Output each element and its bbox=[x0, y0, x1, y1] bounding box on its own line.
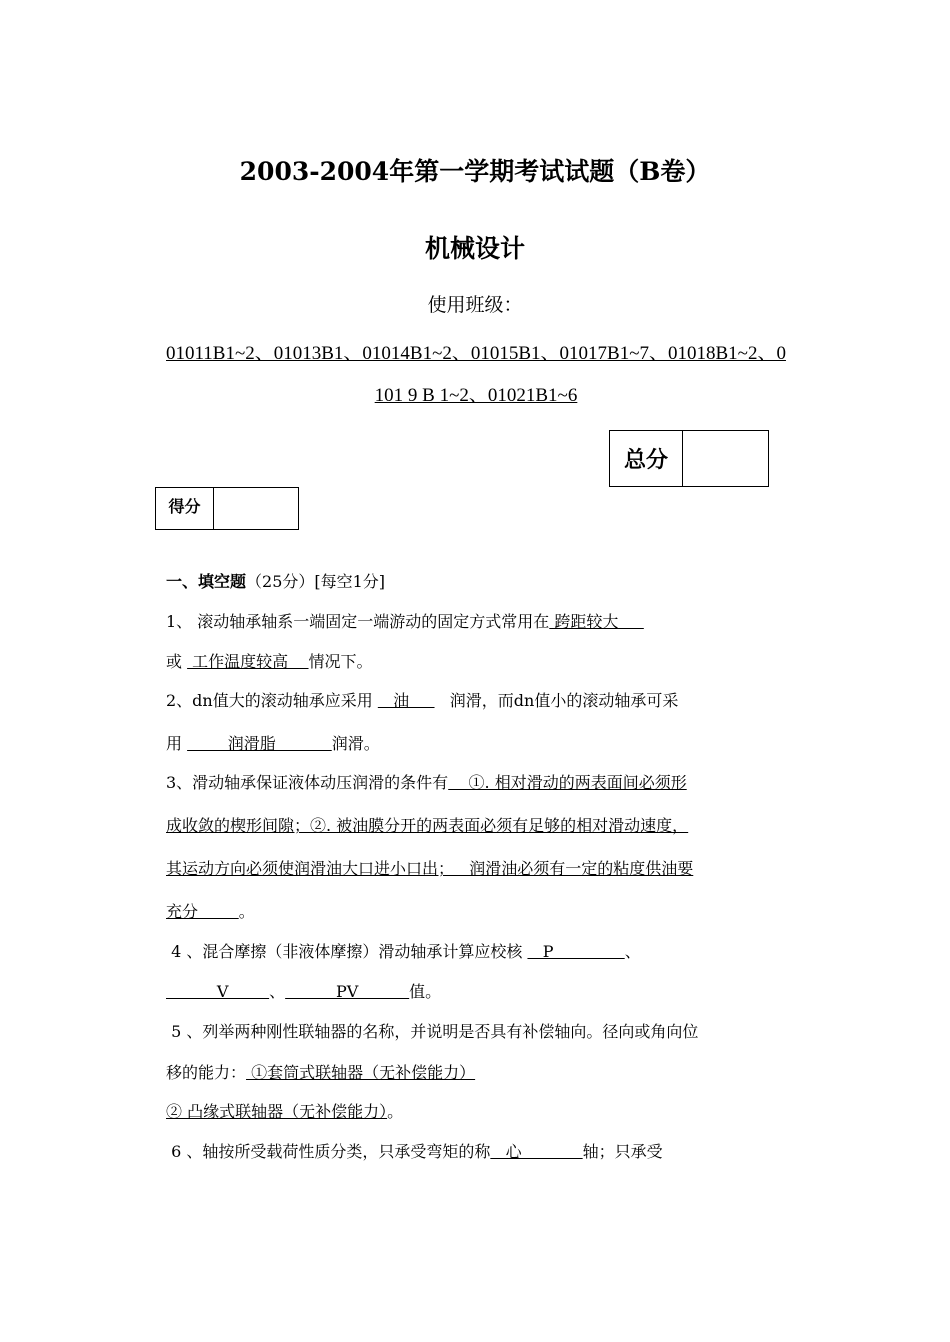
total-score-cell bbox=[683, 431, 768, 486]
q6-suffix: 轴；只承受 bbox=[582, 1142, 663, 1161]
q3-line2 bbox=[166, 815, 688, 837]
q1-line1 bbox=[166, 611, 644, 633]
page-title: 2003-2004年第一学期考试试题（B卷） bbox=[239, 157, 711, 186]
q3-answer-part1: ①. 相对滑动的两表面间必须形 bbox=[448, 773, 687, 792]
q2-line2-prefix: 用 bbox=[166, 734, 188, 753]
q4-sep2: 、 bbox=[269, 982, 286, 1001]
course-title: 机械设计 bbox=[424, 234, 525, 263]
q1-suffix: 情况下。 bbox=[308, 652, 373, 671]
q1-answer1: 跨距较大 bbox=[549, 612, 644, 631]
q3-line3 bbox=[166, 858, 693, 880]
q5-answer2: ② 凸缘式联轴器（无补偿能力） bbox=[166, 1102, 388, 1121]
q3-answer-part2: 成收敛的楔形间隙；②. 被油膜分开的两表面必须有足够的相对滑动速度， bbox=[166, 816, 689, 835]
q2-prefix: 2、dn值大的滚动轴承应采用 bbox=[166, 691, 378, 710]
q5-text: 5 、列举两种刚性联轴器的名称，并说明是否具有补偿轴向。径向或角向位 bbox=[166, 1022, 699, 1041]
q5-answer1: ①套筒式联轴器（无补偿能力） bbox=[246, 1063, 476, 1082]
q4-sep1: 、 bbox=[624, 942, 641, 961]
q5-line1 bbox=[166, 1021, 698, 1043]
q1-prefix: 1、 滚动轴承轴系一端固定一端游动的固定方式常用在 bbox=[166, 612, 550, 631]
q1-line2-prefix: 或 bbox=[166, 652, 188, 671]
total-score-label: 总分 bbox=[610, 431, 683, 486]
q2-answer1: 油 bbox=[377, 691, 435, 710]
q4-prefix: 4 、混合摩擦（非液体摩擦）滑动轴承计算应校核 bbox=[166, 942, 528, 961]
classes-label: 使用班级： bbox=[427, 294, 523, 316]
q5-suffix: 。 bbox=[387, 1102, 404, 1121]
section1-heading-text: 一、填空题 bbox=[166, 572, 247, 591]
q4-line2 bbox=[166, 981, 441, 1003]
q6-answer1: 心 bbox=[490, 1142, 583, 1161]
q4-answer1: P bbox=[527, 942, 625, 961]
q3-answer-part3: 其运动方向必须使润滑油大口进小口出； 润滑油必须有一定的粘度供油要 bbox=[166, 859, 694, 878]
q2-suffix: 润滑。 bbox=[331, 734, 380, 753]
q4-answer2: V bbox=[166, 982, 270, 1001]
q3-line1 bbox=[166, 772, 687, 794]
total-score-box bbox=[609, 430, 769, 487]
q1-line2 bbox=[166, 651, 373, 673]
q3-answer-part4: 充分 bbox=[166, 902, 239, 921]
q6-prefix: 6 、轴按所受载荷性质分类，只承受弯矩的称 bbox=[166, 1142, 491, 1161]
section-score-label: 得分 bbox=[156, 488, 214, 529]
section1-points: （25分）[每空1分] bbox=[246, 572, 386, 591]
q4-answer3: PV bbox=[285, 982, 410, 1001]
classes-list: 01011B1~2、01013B1、01014B1~2、01015B1、01017B1~7、01018B1~2、0101 9 B 1~2、01021B1~6 bbox=[166, 343, 786, 406]
q3-suffix: 。 bbox=[238, 902, 255, 921]
q2-line1 bbox=[166, 690, 678, 712]
q6-line1 bbox=[166, 1141, 663, 1163]
q5-line2-prefix: 移的能力： bbox=[166, 1063, 247, 1082]
q2-middle: 润滑，而dn值小的滚动轴承可采 bbox=[434, 691, 679, 710]
q5-line3 bbox=[166, 1101, 403, 1123]
q3-prefix: 3、滑动轴承保证液体动压润滑的条件有 bbox=[166, 773, 449, 792]
section1-heading bbox=[166, 571, 385, 593]
q4-suffix: 值。 bbox=[409, 982, 442, 1001]
section-score-cell bbox=[214, 488, 298, 529]
q2-line2 bbox=[166, 733, 380, 755]
section-score-box bbox=[155, 487, 299, 530]
q3-line4 bbox=[166, 901, 255, 923]
q1-answer2: 工作温度较高 bbox=[187, 652, 309, 671]
q4-line1 bbox=[166, 941, 641, 963]
q2-answer2: 润滑脂 bbox=[187, 734, 332, 753]
q5-line2 bbox=[166, 1062, 475, 1084]
